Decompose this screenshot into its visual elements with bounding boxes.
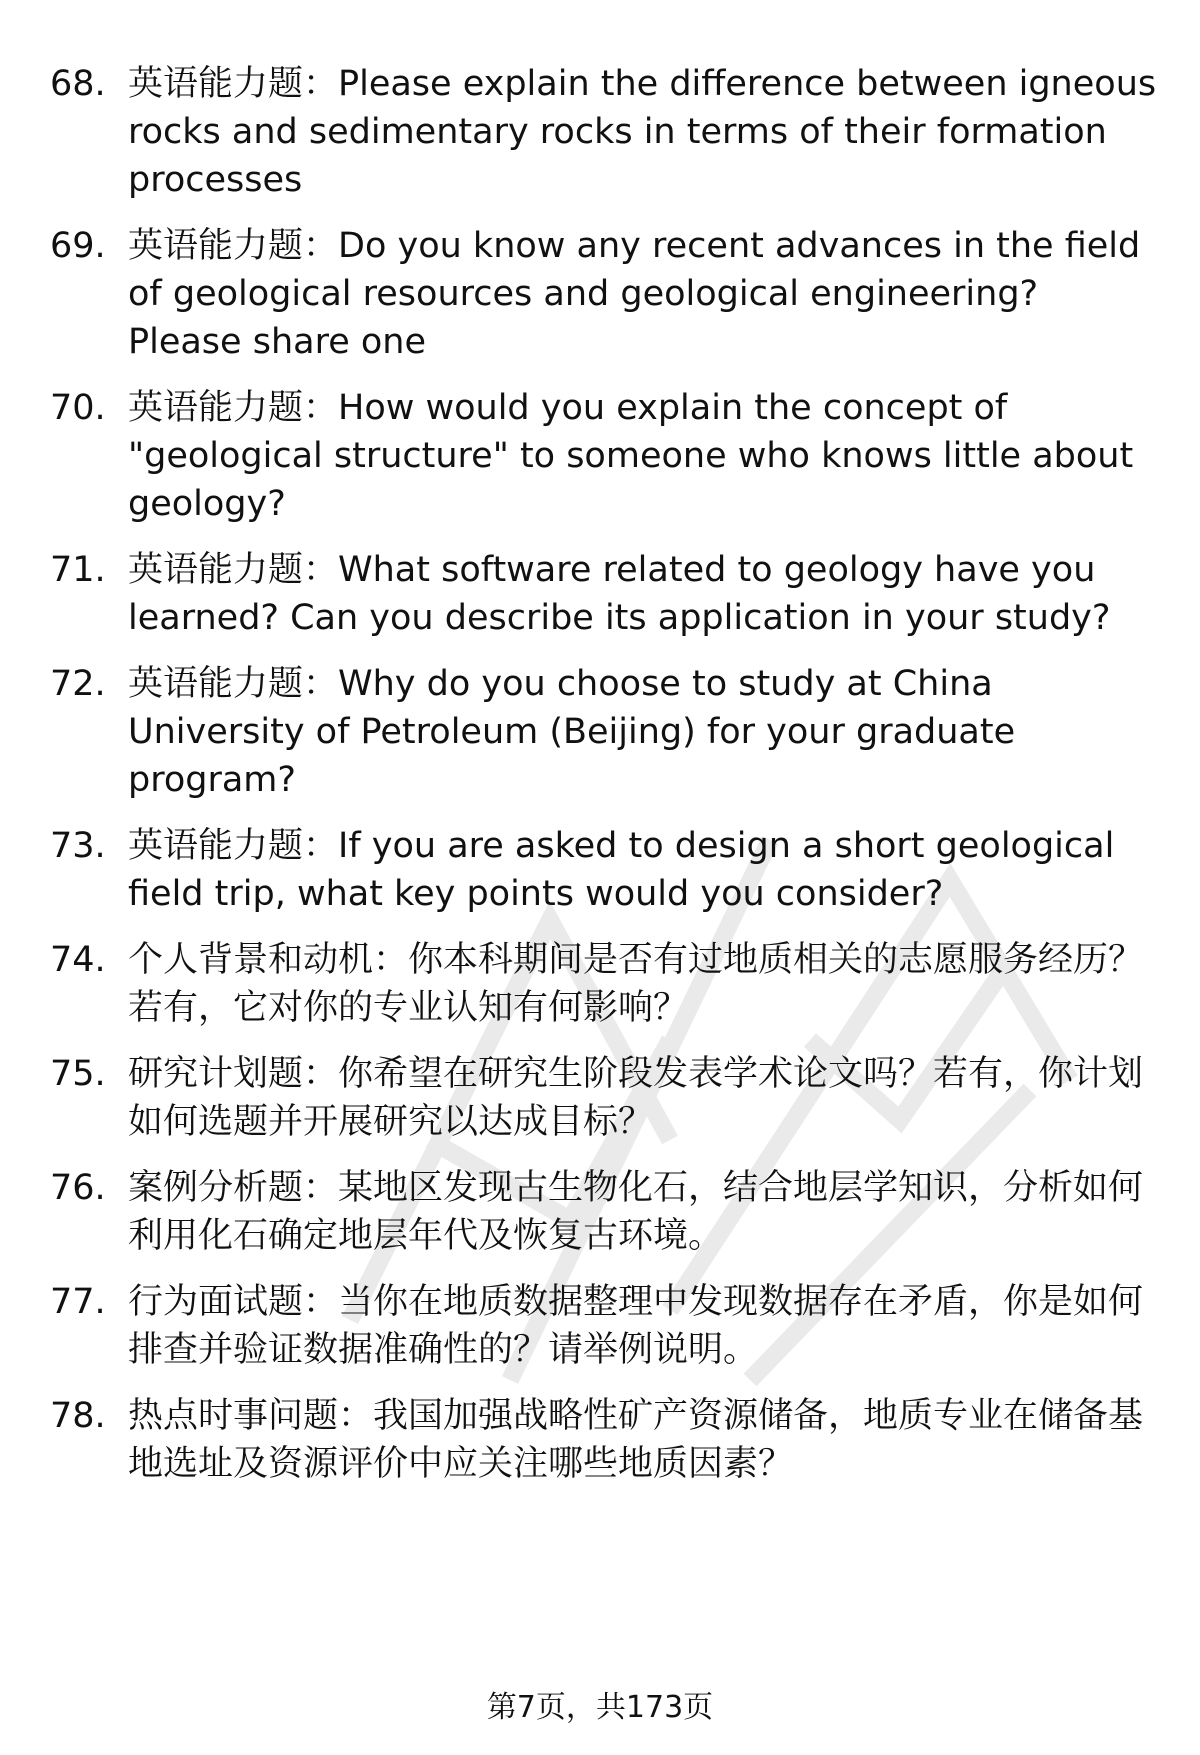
question-number: 75. xyxy=(50,1054,106,1094)
question-text: 英语能力题：Do you know any recent advances in the field of geological resources and geological engineering? Please share one xyxy=(128,226,1141,362)
question-text: 英语能力题：Why do you choose to study at China University of Petroleum (Beijing) for your graduate program? xyxy=(128,664,1016,800)
question-text: 英语能力题：How would you explain the concept of "geological structure" to someone who knows little about geology? xyxy=(128,388,1134,524)
question-number: 71. xyxy=(50,550,106,590)
question-number: 77. xyxy=(50,1282,106,1322)
page-footer: 第7页，共173页 xyxy=(486,1690,714,1725)
list-item xyxy=(50,60,1160,204)
question-number: 72. xyxy=(50,664,106,704)
list-item xyxy=(50,936,1160,1032)
question-number: 78. xyxy=(50,1396,106,1436)
question-text: 行为面试题：当你在地质数据整理中发现数据存在矛盾，你是如何排查并验证数据准确性的？请举例说明。 xyxy=(128,1282,1144,1370)
question-number: 73. xyxy=(50,826,106,866)
question-number: 76. xyxy=(50,1168,106,1208)
question-text: 案例分析题：某地区发现古生物化石，结合地层学知识，分析如何利用化石确定地层年代及恢复古环境。 xyxy=(128,1168,1144,1256)
question-text: 英语能力题：If you are asked to design a short geological field trip, what key points would you consider? xyxy=(128,826,1115,914)
list-item xyxy=(50,660,1160,804)
list-item xyxy=(50,222,1160,366)
question-text: 研究计划题：你希望在研究生阶段发表学术论文吗？若有，你计划如何选题并开展研究以达成目标？ xyxy=(128,1054,1144,1142)
question-text: 英语能力题：Please explain the difference between igneous rocks and sedimentary rocks in terms of their formation processes xyxy=(128,64,1157,200)
question-text: 个人背景和动机：你本科期间是否有过地质相关的志愿服务经历？若有，它对你的专业认知有何影响？ xyxy=(128,940,1144,1028)
list-item xyxy=(50,1050,1160,1146)
question-text: 英语能力题：What software related to geology have you learned? Can you describe its application in your study? xyxy=(128,550,1111,638)
list-item xyxy=(50,384,1160,528)
question-number: 74. xyxy=(50,940,106,980)
list-item xyxy=(50,822,1160,918)
question-text: 热点时事问题：我国加强战略性矿产资源储备，地质专业在储备基地选址及资源评价中应关注哪些地质因素？ xyxy=(128,1396,1144,1484)
question-number: 70. xyxy=(50,388,106,428)
list-item xyxy=(50,1278,1160,1374)
question-number: 69. xyxy=(50,226,106,266)
list-item xyxy=(50,1392,1160,1488)
list-item xyxy=(50,546,1160,642)
question-number: 68. xyxy=(50,64,106,104)
question-list xyxy=(50,60,1160,1488)
list-item xyxy=(50,1164,1160,1260)
